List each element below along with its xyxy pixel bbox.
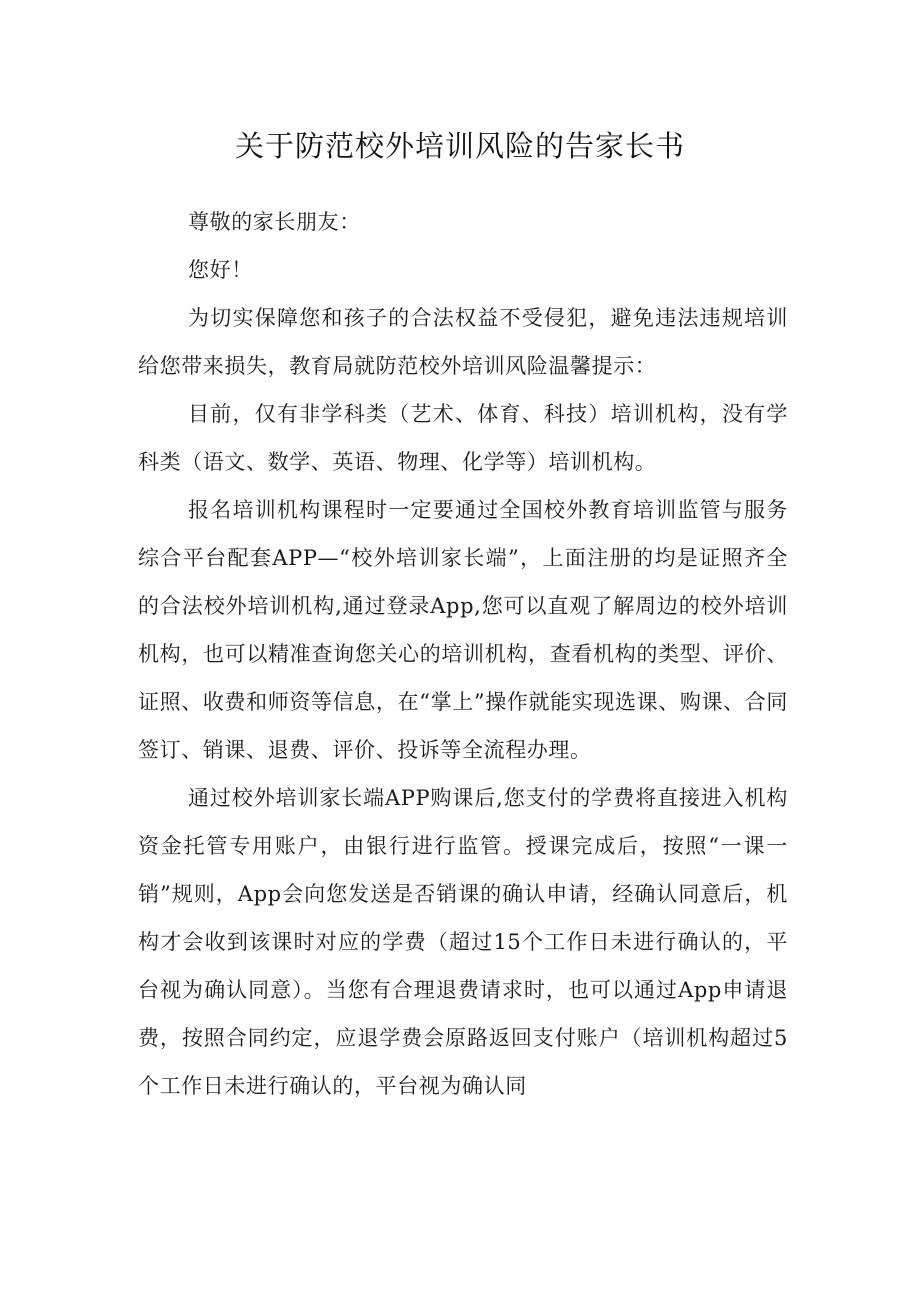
paragraph-intro: 为切实保障您和孩子的合法权益不受侵犯，避免违法违规培训给您带来损失，教育局就防范校外培训风险温馨提示： [138,306,788,378]
paragraph-current-status: 目前，仅有非学科类（艺术、体育、科技）培训机构，没有学科类（语文、数学、英语、物理、化学等）培训机构。 [138,402,788,474]
paragraph-registration: 报名培训机构课程时一定要通过全国校外教育培训监管与服务综合平台配套APP—“校外培训家长端”，上面注册的均是证照齐全的合法校外培训机构,通过登录App,您可以直观了解周边的校外培训机构，也可以精准查询您关心的培训机构，查看机构的类型、评价、证照、收费和师资等信息，在“掌上”操作就能实现选课、购课、合同签订、销课、退费、评价、投诉等全流程办理。 [138,498,788,762]
document-title: 关于防范校外培训风险的告家长书 [234,129,685,163]
paragraph-payment: 通过校外培训家长端APP购课后,您支付的学费将直接进入机构资金托管专用账户，由银行进行监管。授课完成后，按照“一课一销”规则，App会向您发送是否销课的确认申请，经确认同意后，机构才会收到该课时对应的学费（超过15个工作日未进行确认的，平台视为确认同意）。当您有合理退费请求时，也可以通过App申请退费，按照合同约定，应退学费会原路返回支付账户（培训机构超过5个工作日未进行确认的，平台视为确认同 [138,786,788,1098]
document-body [138,198,788,1110]
greeting: 您好！ [188,258,253,282]
salutation: 尊敬的家长朋友： [188,210,361,234]
